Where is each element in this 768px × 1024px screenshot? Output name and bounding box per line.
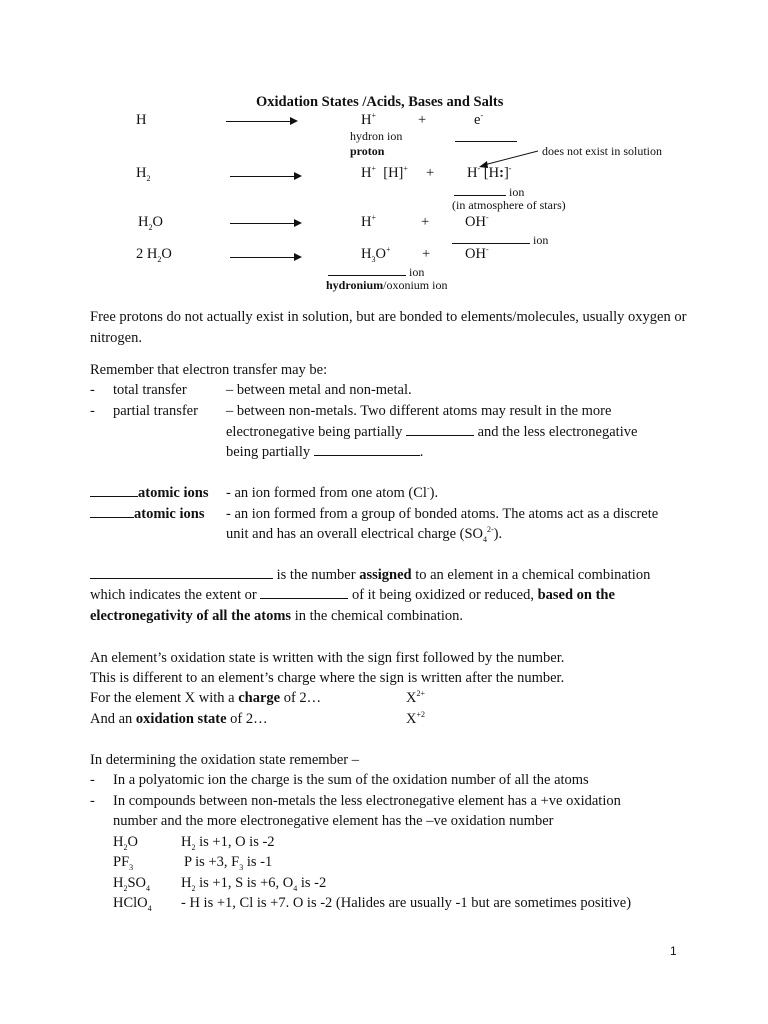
transfer-partial-line3: being partially . (226, 444, 424, 460)
transfer-partial-line2: electronegative being partially and the less electronegative (226, 424, 638, 440)
eq1-blank (455, 129, 517, 147)
eq1-electron: e- (474, 111, 484, 128)
proton-label: proton (350, 144, 385, 158)
definition-line1: is the number assigned to an element in a chemical combination (90, 565, 650, 585)
example-h2o: $H_2O$ $H_2$ is +1, O is -2 (113, 834, 275, 852)
monatomic-ions-row: atomic ions - an ion formed from one atom (Cl-). (90, 483, 690, 503)
eq1-left: H (136, 112, 147, 128)
transfer-intro: Remember that electron transfer may be: (90, 362, 328, 378)
eq4-ion-label: ion (328, 263, 424, 279)
eq2-ion: H+ [H]+ (361, 164, 408, 181)
polyatomic-ions-line2: unit and has an overall electrical charge $(SO_4^{2-})$. (226, 525, 503, 544)
eq2-hydride: H- [H:]- (467, 164, 512, 181)
eq4-ion: $H_3O^+$ (361, 245, 391, 264)
eq1-arrow (226, 121, 296, 122)
eq4-left: 2 $H_2O$ (136, 246, 172, 264)
page-number: 1 (670, 944, 677, 958)
example-h2so4: $H_2SO_4$ $H_2$ is +1, S is +6, $O_4$ is -2 (113, 875, 327, 893)
sign-line2: This is different to an element’s charge where the sign is written after the number. (90, 670, 565, 686)
transfer-total: - total transfer – between metal and non-metal. (90, 382, 412, 398)
determine-bullet-2-line2: number and the more electronegative element has the –ve oxidation number (113, 813, 554, 829)
eq4-arrow (230, 257, 300, 258)
sign-line1: An element’s oxidation state is written with the sign first followed by the number. (90, 650, 565, 666)
free-protons-paragraph: Free protons do not actually exist in solution, but are bonded to elements/molecules, usually oxygen or nitrogen. (90, 309, 687, 346)
eq3-left: $H_2O$ (138, 214, 163, 232)
sign-line4: And an oxidation state of 2… $X^{+2}$ (90, 710, 425, 727)
eq4-hydroxide: OH- (465, 245, 489, 262)
eq3-ion: H+ (361, 213, 376, 230)
annotation-text: does not exist in solution (542, 144, 662, 158)
eq2-plus: + (426, 165, 435, 181)
example-hclo4: HClO$_4$ - H is +1, Cl is +7. O is -2 (Halides are usually -1 but are sometimes positive) (113, 895, 632, 913)
page-title: Oxidation States /Acids, Bases and Salts (256, 94, 504, 110)
determine-bullet-2: - In compounds between non-metals the less electronegative element has a +ve oxidation (90, 793, 621, 809)
definition-line3: electronegativity of all the atoms in the chemical combination. (90, 608, 464, 624)
eq3-arrow (230, 223, 300, 224)
determine-intro: In determining the oxidation state remember – (90, 752, 359, 768)
determine-bullet-1: - In a polyatomic ion the charge is the sum of the oxidation number of all the atoms (90, 772, 589, 788)
hydron-ion-label: hydron ion (350, 129, 403, 143)
hydronium-label: hydronium/oxonium ion (326, 278, 448, 292)
eq1-plus: + (418, 112, 427, 128)
eq1-ion: H+ (361, 111, 376, 128)
sign-line3: For the element X with a charge of 2… $X^{2+}$ (90, 689, 425, 706)
eq3-hydroxide: OH- (465, 213, 489, 230)
eq3-ion-label: ion (452, 231, 548, 247)
eq2-note: (in atmosphere of stars) (452, 198, 566, 212)
eq3-plus: + (421, 214, 430, 230)
polyatomic-ions-row: atomic ions - an ion formed from a group of bonded atoms. The atoms act as a discrete (90, 504, 690, 524)
definition-line2: which indicates the extent or of it being oxidized or reduced, based on the (90, 587, 615, 603)
eq2-left: $H_2$ (136, 165, 151, 183)
example-pf3: $PF_3$ P is +3, $F_3$ is -1 (113, 854, 273, 872)
eq2-arrow (230, 176, 300, 177)
transfer-partial: - partial transfer – between non-metals. Two different atoms may result in the more (90, 403, 612, 419)
eq2-ion-label: ion (454, 183, 524, 199)
eq4-plus: + (422, 246, 431, 262)
